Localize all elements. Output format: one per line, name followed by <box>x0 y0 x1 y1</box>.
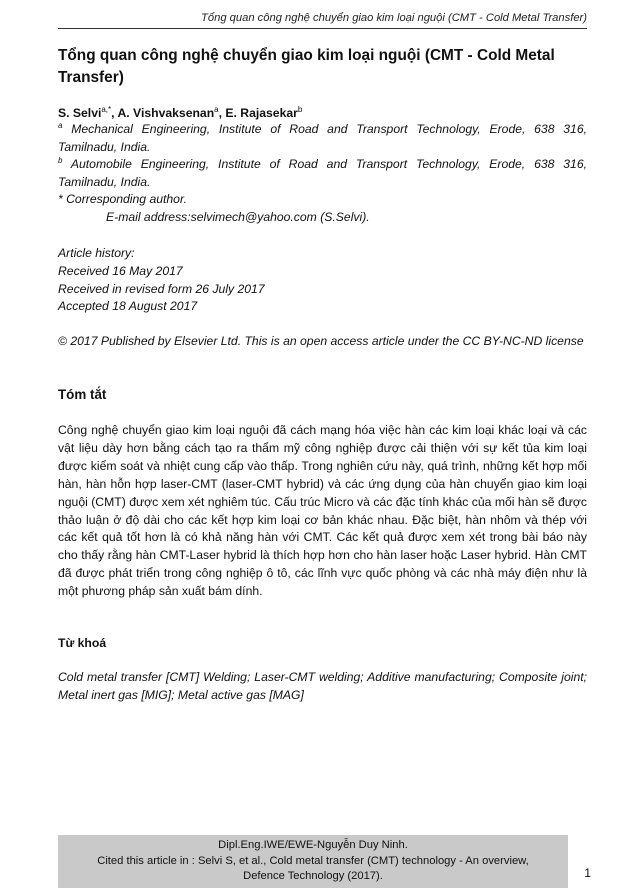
keywords-text: Cold metal transfer [CMT] Welding; Laser-CMT welding; Additive manufacturing; Composite joint; Metal inert gas [MIG]; Metal active gas [MAG] <box>58 670 587 702</box>
article-history <box>58 245 587 316</box>
abstract-text: Công nghệ chuyển giao kim loại nguội đã cách mạng hóa việc hàn các kim loại khác loại và các vật liệu dày hơn bằng cách tạo ra thẩm mỹ công nghiệp được cải thiện với sự kết tủa kim loại được kiểm soát và nhiệt cung cấp vào thấp. Trong nghiên cứu này, quá trình, những kết hợp mối hàn, hàn hỗn hợp laser-CMT (laser-CMT hybrid) và các ứng dụng của hàn chuyển giao kim loại nguội (CMT) được xem xét nghiêm túc. Cấu trúc Micro và các đặc tính khác của mối hàn sẽ được thảo luận ở độ dài cho các kết hợp kim loại cơ bản khác nhau. Đặc biệt, hàn nhôm và thép với các kết quả tốt hơn là có khả năng hàn với CMT. Các kết quả được xem xét trong bài báo này cho thấy rằng hàn CMT-Laser hybrid là thích hợp hơn cho hàn laser hoặc Laser hybrid. Hàn CMT đã được phát triển trong công nghiệp ô tô, các lĩnh vực quốc phòng và các nhà máy điện như là một phương pháp sản xuất bám dính. <box>58 423 587 599</box>
keywords-heading: Từ khoá <box>58 636 107 650</box>
author-name: A. Vishvaksenan <box>117 106 215 120</box>
footer-translator: Dipl.Eng.IWE/EWE-Nguyễn Duy Ninh. <box>218 839 408 851</box>
corresponding-author-note: * Corresponding author. <box>58 192 187 207</box>
page-number: 1 <box>584 866 591 880</box>
affiliations-block <box>58 121 587 227</box>
author-name: S. Selvi <box>58 106 102 120</box>
affiliation: $^a$ Mechanical Engineering, Institute of Road and Transport Technology, Erode, 638 316, Tamilnadu, India. <box>58 121 587 154</box>
affiliation: $^b$ Automobile Engineering, Institute of Road and Transport Technology, Erode, 638 316, Tamilnadu, India. <box>58 156 587 189</box>
author-list: S. Selvi$^{a,*}$, A. Vishvaksenan$^a$, E. Rajasekar$^b$ <box>58 105 303 120</box>
author-affiliation-mark: a <box>214 105 219 114</box>
author-affiliation-mark: b <box>297 105 303 114</box>
abstract-heading: Tóm tắt <box>58 387 107 402</box>
footer-citation-source: Defence Technology (2017). <box>243 870 383 882</box>
running-header: Tổng quan công nghệ chuyển giao kim loại nguội (CMT - Cold Metal Transfer) <box>58 12 587 29</box>
citation-footer <box>58 835 568 888</box>
received-date: Received 16 May 2017 <box>58 263 183 278</box>
paper-title: Tổng quan công nghệ chuyển giao kim loại nguội (CMT - Cold Metal Transfer) <box>58 47 555 86</box>
license-statement: © 2017 Published by Elsevier Ltd. This is an open access article under the CC BY-NC-ND license <box>58 334 584 348</box>
author-name: E. Rajasekar <box>225 106 298 120</box>
revised-date: Received in revised form 26 July 2017 <box>58 281 265 296</box>
author-affiliation-mark: a,* <box>101 105 112 114</box>
accepted-date: Accepted 18 August 2017 <box>58 299 198 314</box>
history-label: Article history: <box>58 246 135 260</box>
footer-citation: Cited this article in : Selvi S, et al., Cold metal transfer (CMT) technology - An overview, <box>97 854 529 867</box>
email-address[interactable]: E-mail address:selvimech@yahoo.com (S.Selvi). <box>106 209 370 224</box>
